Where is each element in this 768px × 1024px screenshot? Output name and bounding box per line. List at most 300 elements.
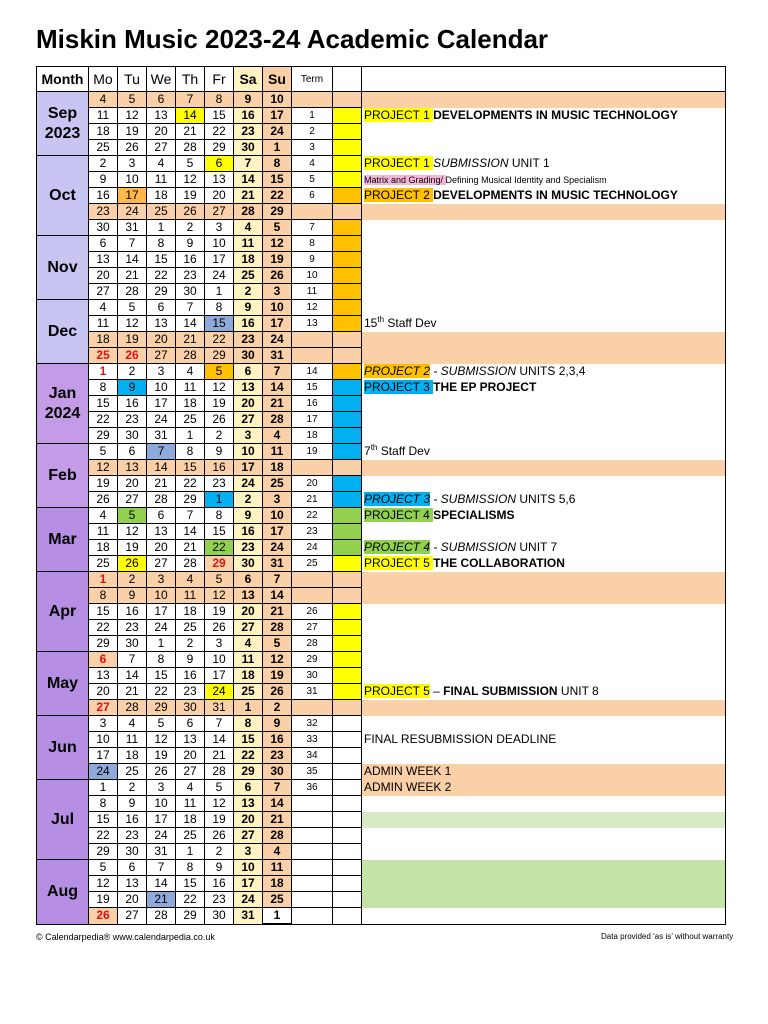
day-cell-tu: 26 (118, 348, 147, 364)
day-cell-tu: 2 (118, 572, 147, 588)
day-cell-fr: 19 (205, 604, 234, 620)
day-cell-th: 5 (176, 156, 205, 172)
day-cell-mo: 2 (89, 156, 118, 172)
week-row (37, 124, 726, 140)
note-segment: UNIT 7 (516, 540, 558, 554)
day-cell-tu: 19 (118, 332, 147, 348)
day-cell-fr: 12 (205, 588, 234, 604)
week-note (362, 812, 726, 828)
day-cell-su: 24 (263, 540, 292, 556)
day-cell-mo: 1 (89, 572, 118, 588)
day-cell-su: 1 (263, 908, 292, 925)
week-note (362, 748, 726, 764)
term-week-number: 5 (292, 172, 333, 188)
day-cell-mo: 20 (89, 268, 118, 284)
day-cell-we: 31 (147, 844, 176, 860)
week-note (362, 476, 726, 492)
month-label: Nov (37, 236, 89, 300)
week-row (37, 604, 726, 620)
day-cell-we: 10 (147, 588, 176, 604)
day-cell-tu: 20 (118, 476, 147, 492)
day-cell-sa: 9 (234, 92, 263, 108)
week-note (362, 844, 726, 860)
calendar-body (37, 67, 726, 925)
note-segment: 7 (364, 444, 371, 458)
term-week-number: 15 (292, 380, 333, 396)
day-cell-tu: 9 (118, 588, 147, 604)
term-week-number: 20 (292, 476, 333, 492)
project-bar (333, 460, 362, 476)
day-cell-su: 18 (263, 460, 292, 476)
term-week-number (292, 572, 333, 588)
day-cell-sa: 9 (234, 508, 263, 524)
day-cell-su: 11 (263, 860, 292, 876)
day-cell-th: 14 (176, 524, 205, 540)
day-cell-sa: 3 (234, 844, 263, 860)
term-week-number: 14 (292, 364, 333, 380)
week-row (37, 876, 726, 892)
note-segment: UNITS 2,3,4 (516, 364, 586, 378)
day-cell-fr: 14 (205, 732, 234, 748)
term-week-number (292, 844, 333, 860)
header-day-fr: Fr (205, 67, 234, 92)
day-cell-we: 19 (147, 748, 176, 764)
term-week-number: 25 (292, 556, 333, 572)
day-cell-th: 1 (176, 428, 205, 444)
day-cell-fr: 22 (205, 540, 234, 556)
term-week-number: 26 (292, 604, 333, 620)
day-cell-su: 19 (263, 252, 292, 268)
day-cell-we: 8 (147, 236, 176, 252)
week-row (37, 684, 726, 700)
day-cell-sa: 24 (234, 892, 263, 908)
day-cell-we: 7 (147, 444, 176, 460)
day-cell-fr: 30 (205, 908, 234, 925)
day-cell-th: 15 (176, 460, 205, 476)
day-cell-fr: 8 (205, 300, 234, 316)
note-segment: FINAL SUBMISSION (443, 684, 558, 698)
day-cell-we: 24 (147, 620, 176, 636)
week-row (37, 844, 726, 860)
week-note (362, 396, 726, 412)
day-cell-sa: 20 (234, 812, 263, 828)
day-cell-we: 3 (147, 780, 176, 796)
day-cell-we: 15 (147, 668, 176, 684)
day-cell-su: 26 (263, 268, 292, 284)
day-cell-th: 7 (176, 508, 205, 524)
day-cell-tu: 6 (118, 860, 147, 876)
header-day-sa: Sa (234, 67, 263, 92)
day-cell-th: 28 (176, 140, 205, 156)
day-cell-mo: 11 (89, 316, 118, 332)
day-cell-sa: 23 (234, 332, 263, 348)
day-cell-we: 25 (147, 204, 176, 220)
day-cell-th: 18 (176, 812, 205, 828)
project-bar (333, 332, 362, 348)
page-title: Miskin Music 2023-24 Academic Calendar (36, 24, 549, 54)
project-bar (333, 652, 362, 668)
day-cell-th: 11 (176, 796, 205, 812)
day-cell-we: 17 (147, 396, 176, 412)
day-cell-fr: 6 (205, 156, 234, 172)
week-note (362, 700, 726, 716)
day-cell-mo: 12 (89, 876, 118, 892)
project-bar (333, 572, 362, 588)
day-cell-fr: 31 (205, 700, 234, 716)
term-week-number: 30 (292, 668, 333, 684)
day-cell-we: 20 (147, 124, 176, 140)
week-row (37, 444, 726, 460)
day-cell-mo: 13 (89, 252, 118, 268)
project-bar (333, 876, 362, 892)
day-cell-th: 4 (176, 780, 205, 796)
day-cell-mo: 24 (89, 764, 118, 780)
day-cell-su: 12 (263, 652, 292, 668)
day-cell-we: 7 (147, 860, 176, 876)
term-week-number (292, 460, 333, 476)
project-bar (333, 220, 362, 236)
project-bar (333, 92, 362, 108)
week-row (37, 748, 726, 764)
day-cell-sa: 30 (234, 140, 263, 156)
month-label: Sep 2023 (37, 92, 89, 156)
term-week-number (292, 812, 333, 828)
day-cell-we: 13 (147, 524, 176, 540)
day-cell-mo: 6 (89, 652, 118, 668)
term-week-number: 18 (292, 428, 333, 444)
day-cell-mo: 22 (89, 412, 118, 428)
day-cell-sa: 27 (234, 412, 263, 428)
project-bar (333, 716, 362, 732)
day-cell-sa: 14 (234, 172, 263, 188)
week-row (37, 524, 726, 540)
day-cell-su: 30 (263, 764, 292, 780)
week-note (362, 796, 726, 812)
day-cell-mo: 8 (89, 796, 118, 812)
week-row (37, 316, 726, 332)
day-cell-su: 31 (263, 348, 292, 364)
term-week-number: 2 (292, 124, 333, 140)
day-cell-sa: 27 (234, 828, 263, 844)
day-cell-su: 5 (263, 220, 292, 236)
day-cell-th: 25 (176, 620, 205, 636)
day-cell-we: 27 (147, 140, 176, 156)
week-note (362, 268, 726, 284)
week-row (37, 156, 726, 172)
week-row (37, 572, 726, 588)
week-row (37, 636, 726, 652)
day-cell-mo: 8 (89, 380, 118, 396)
day-cell-we: 12 (147, 732, 176, 748)
day-cell-tu: 31 (118, 220, 147, 236)
day-cell-mo: 29 (89, 844, 118, 860)
day-cell-tu: 27 (118, 492, 147, 508)
week-row (37, 492, 726, 508)
week-note (362, 172, 726, 188)
term-week-number (292, 588, 333, 604)
day-cell-su: 3 (263, 492, 292, 508)
day-cell-tu: 12 (118, 524, 147, 540)
week-note (362, 348, 726, 364)
day-cell-th: 30 (176, 700, 205, 716)
day-cell-fr: 2 (205, 844, 234, 860)
week-row (37, 380, 726, 396)
week-row (37, 396, 726, 412)
day-cell-tu: 12 (118, 316, 147, 332)
note-segment: 15 (364, 316, 378, 330)
term-week-number: 32 (292, 716, 333, 732)
day-cell-we: 3 (147, 572, 176, 588)
day-cell-fr: 21 (205, 748, 234, 764)
day-cell-sa: 30 (234, 556, 263, 572)
term-week-number: 36 (292, 780, 333, 796)
day-cell-mo: 19 (89, 892, 118, 908)
day-cell-su: 10 (263, 92, 292, 108)
week-note (362, 316, 726, 332)
day-cell-tu: 14 (118, 668, 147, 684)
day-cell-sa: 6 (234, 364, 263, 380)
week-row (37, 348, 726, 364)
footer-copyright: © Calendarpedia® www.calendarpedia.co.uk (36, 932, 215, 942)
day-cell-sa: 27 (234, 620, 263, 636)
week-row (37, 268, 726, 284)
term-week-number: 12 (292, 300, 333, 316)
day-cell-su: 17 (263, 524, 292, 540)
day-cell-mo: 22 (89, 828, 118, 844)
day-cell-th: 21 (176, 540, 205, 556)
day-cell-we: 28 (147, 492, 176, 508)
project-bar (333, 700, 362, 716)
day-cell-fr: 12 (205, 380, 234, 396)
day-cell-tu: 9 (118, 380, 147, 396)
week-row (37, 252, 726, 268)
day-cell-th: 30 (176, 284, 205, 300)
note-segment: ADMIN WEEK 1 (364, 764, 452, 778)
project-bar (333, 252, 362, 268)
note-segment: PROJECT 3 (364, 492, 431, 506)
day-cell-su: 14 (263, 588, 292, 604)
day-cell-sa: 6 (234, 572, 263, 588)
day-cell-tu: 28 (118, 284, 147, 300)
day-cell-sa: 18 (234, 252, 263, 268)
project-bar (333, 748, 362, 764)
week-row (37, 220, 726, 236)
project-bar (333, 556, 362, 572)
day-cell-we: 21 (147, 476, 176, 492)
day-cell-we: 24 (147, 828, 176, 844)
day-cell-su: 16 (263, 732, 292, 748)
day-cell-th: 14 (176, 108, 205, 124)
project-bar (333, 300, 362, 316)
day-cell-su: 25 (263, 476, 292, 492)
day-cell-sa: 13 (234, 796, 263, 812)
day-cell-we: 26 (147, 764, 176, 780)
month-label: May (37, 652, 89, 716)
day-cell-tu: 14 (118, 252, 147, 268)
month-label: Mar (37, 508, 89, 572)
day-cell-su: 3 (263, 284, 292, 300)
day-cell-sa: 21 (234, 188, 263, 204)
day-cell-fr: 22 (205, 124, 234, 140)
week-note (362, 652, 726, 668)
day-cell-th: 25 (176, 828, 205, 844)
day-cell-we: 15 (147, 252, 176, 268)
day-cell-sa: 4 (234, 636, 263, 652)
day-cell-mo: 4 (89, 92, 118, 108)
day-cell-th: 13 (176, 732, 205, 748)
day-cell-we: 24 (147, 412, 176, 428)
day-cell-tu: 30 (118, 636, 147, 652)
day-cell-tu: 20 (118, 892, 147, 908)
day-cell-mo: 29 (89, 636, 118, 652)
header-month: Month (37, 67, 89, 92)
day-cell-fr: 16 (205, 460, 234, 476)
project-bar (333, 284, 362, 300)
day-cell-tu: 16 (118, 604, 147, 620)
day-cell-mo: 25 (89, 556, 118, 572)
day-cell-tu: 26 (118, 140, 147, 156)
day-cell-mo: 15 (89, 396, 118, 412)
note-segment: – (429, 684, 444, 698)
day-cell-mo: 27 (89, 700, 118, 716)
day-cell-th: 4 (176, 572, 205, 588)
week-row (37, 860, 726, 876)
note-segment: PROJECT 5 (364, 684, 430, 698)
project-bar (333, 684, 362, 700)
day-cell-su: 19 (263, 668, 292, 684)
day-cell-tu: 23 (118, 412, 147, 428)
project-bar (333, 156, 362, 172)
day-cell-fr: 2 (205, 428, 234, 444)
day-cell-mo: 29 (89, 428, 118, 444)
day-cell-we: 13 (147, 108, 176, 124)
day-cell-we: 14 (147, 876, 176, 892)
day-cell-sa: 22 (234, 748, 263, 764)
note-segment: - SUBMISSION (430, 540, 517, 554)
day-cell-mo: 5 (89, 444, 118, 460)
day-cell-fr: 27 (205, 204, 234, 220)
day-cell-tu: 23 (118, 620, 147, 636)
day-cell-fr: 20 (205, 188, 234, 204)
day-cell-fr: 24 (205, 268, 234, 284)
calendar-table (36, 66, 726, 925)
week-note (362, 540, 726, 556)
day-cell-we: 22 (147, 268, 176, 284)
day-cell-th: 15 (176, 876, 205, 892)
term-week-number (292, 860, 333, 876)
project-bar (333, 140, 362, 156)
day-cell-sa: 10 (234, 444, 263, 460)
day-cell-su: 9 (263, 716, 292, 732)
day-cell-mo: 26 (89, 492, 118, 508)
day-cell-we: 11 (147, 172, 176, 188)
day-cell-th: 25 (176, 412, 205, 428)
week-row (37, 108, 726, 124)
day-cell-sa: 15 (234, 732, 263, 748)
day-cell-th: 20 (176, 748, 205, 764)
day-cell-mo: 11 (89, 108, 118, 124)
day-cell-fr: 8 (205, 92, 234, 108)
day-cell-fr: 15 (205, 316, 234, 332)
day-cell-th: 16 (176, 252, 205, 268)
day-cell-fr: 1 (205, 284, 234, 300)
day-cell-su: 24 (263, 332, 292, 348)
day-cell-su: 24 (263, 124, 292, 140)
day-cell-th: 19 (176, 188, 205, 204)
project-bar (333, 476, 362, 492)
day-cell-th: 29 (176, 492, 205, 508)
project-bar (333, 396, 362, 412)
week-row (37, 700, 726, 716)
day-cell-su: 17 (263, 316, 292, 332)
day-cell-tu: 9 (118, 796, 147, 812)
note-segment: PROJECT 3 (364, 380, 434, 394)
day-cell-fr: 23 (205, 476, 234, 492)
week-row (37, 412, 726, 428)
day-cell-tu: 25 (118, 764, 147, 780)
project-bar (333, 364, 362, 380)
day-cell-fr: 26 (205, 412, 234, 428)
day-cell-su: 21 (263, 812, 292, 828)
week-row (37, 476, 726, 492)
note-segment: DEVELOPMENTS IN MUSIC TECHNOLOGY (433, 108, 678, 122)
project-bar (333, 172, 362, 188)
month-label: Oct (37, 156, 89, 236)
day-cell-su: 11 (263, 444, 292, 460)
term-week-number: 7 (292, 220, 333, 236)
week-note (362, 332, 726, 348)
day-cell-mo: 30 (89, 220, 118, 236)
week-note (362, 412, 726, 428)
header-day-su: Su (263, 67, 292, 92)
day-cell-fr: 8 (205, 508, 234, 524)
day-cell-tu: 3 (118, 156, 147, 172)
day-cell-su: 26 (263, 684, 292, 700)
term-week-number: 19 (292, 444, 333, 460)
month-label: Aug (37, 860, 89, 925)
day-cell-we: 6 (147, 92, 176, 108)
project-bar (333, 124, 362, 140)
term-week-number: 1 (292, 108, 333, 124)
note-segment: th (370, 443, 378, 452)
day-cell-su: 28 (263, 412, 292, 428)
term-week-number: 34 (292, 748, 333, 764)
day-cell-su: 29 (263, 204, 292, 220)
week-note (362, 284, 726, 300)
week-row (37, 668, 726, 684)
day-cell-th: 23 (176, 684, 205, 700)
day-cell-we: 31 (147, 428, 176, 444)
day-cell-sa: 25 (234, 684, 263, 700)
project-bar (333, 268, 362, 284)
note-segment: - SUBMISSION (430, 364, 517, 378)
week-note (362, 524, 726, 540)
day-cell-sa: 16 (234, 524, 263, 540)
week-row (37, 460, 726, 476)
day-cell-tu: 19 (118, 124, 147, 140)
term-week-number (292, 204, 333, 220)
day-cell-th: 18 (176, 396, 205, 412)
day-cell-sa: 13 (234, 588, 263, 604)
day-cell-th: 11 (176, 588, 205, 604)
footer-disclaimer: Data provided ‘as is’ without warranty (601, 932, 734, 941)
project-bar (333, 844, 362, 860)
day-cell-sa: 8 (234, 716, 263, 732)
week-note (362, 428, 726, 444)
day-cell-tu: 19 (118, 540, 147, 556)
day-cell-su: 17 (263, 108, 292, 124)
day-cell-su: 21 (263, 396, 292, 412)
